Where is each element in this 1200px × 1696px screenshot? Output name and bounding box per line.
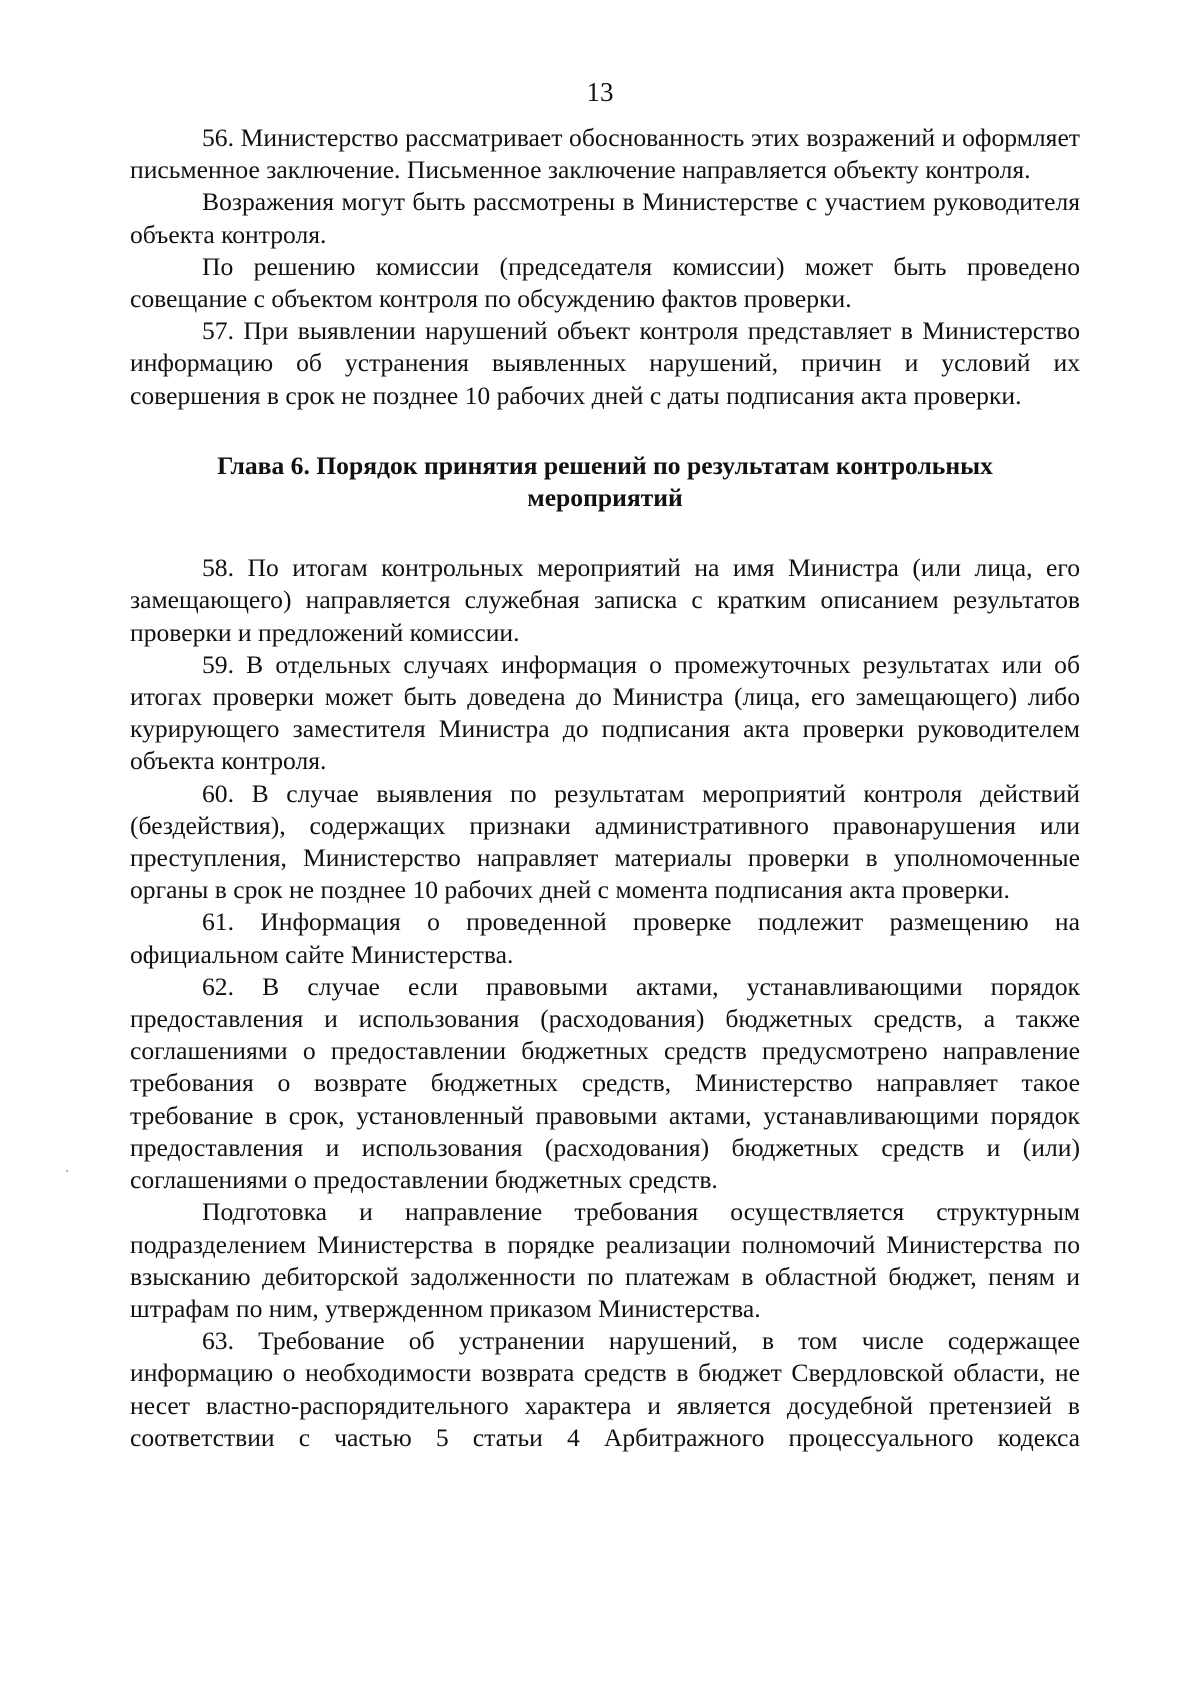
paragraph-57: 57. При выявлении нарушений объект контроля представляет в Министерство информацию об устранения выявленных нарушений, причин и условий их совершения в срок не позднее 10 рабочих дней с даты подписания акта проверки. bbox=[130, 316, 1080, 410]
paragraph-56: 56. Министерство рассматривает обоснованность этих возражений и оформляет письменное заключение. Письменное заключение направляется объекту контроля. bbox=[130, 123, 1080, 185]
paragraph-commission-meeting: По решению комиссии (председателя комиссии) может быть проведено совещание с объектом контроля по обсуждению фактов проверки. bbox=[130, 251, 1080, 314]
paragraph-61: 61. Информация о проведенной проверке подлежит размещению на официальном сайте Министерства. bbox=[130, 907, 1080, 969]
page-number: 13 bbox=[586, 77, 614, 107]
paragraph-objections: Возражения могут быть рассмотрены в Министерстве с участием руководителя объекта контроля. bbox=[130, 187, 1080, 249]
paragraph-60: 60. В случае выявления по результатам мероприятий контроля действий (бездействия), содержащих признаки административного правонарушения или преступления, Министерство направляет материалы проверки в уполномоченные органы в срок не позднее 10 рабочих дней с момента подписания акта проверки. bbox=[130, 778, 1080, 905]
paragraph-59: 59. В отдельных случаях информация о промежуточных результатах или об итогах проверки может быть доведена до Министра (лица, его замещающего) либо курирующего заместителя Министра до подписания акта проверки руководителем объекта контроля. bbox=[130, 649, 1080, 776]
paragraph-58: 58. По итогам контрольных мероприятий на имя Министра (или лица, его замещающего) направляется служебная записка с кратким описанием результатов проверки и предложений комиссии. bbox=[130, 553, 1080, 647]
scan-speck bbox=[66, 1170, 68, 1172]
paragraph-62: 62. В случае если правовыми актами, устанавливающими порядок предоставления и использования (расходования) бюджетных средств, а также соглашениями о предоставлении бюджетных средств предусмотрено направление требования о возврате бюджетных средств, Министерство направляет такое требование в срок, установленный правовыми актами, устанавливающими порядок предоставления и использования (расходования) бюджетных средств и (или) соглашениями о предоставлении бюджетных средств. bbox=[130, 971, 1080, 1195]
document-body bbox=[130, 122, 1080, 1454]
chapter-heading: Глава 6. Порядок принятия решений по результатам контрольных мероприятий bbox=[217, 450, 993, 513]
paragraph-63: 63. Требование об устранении нарушений, в том числе содержащее информацию о необходимости возврата средств в бюджет Свердловской области, не несет властно-распорядительного характера и является досудебной претензией в соответствии с частью 5 статьи 4 Арбитражного процессуального кодекса bbox=[130, 1326, 1080, 1452]
paragraph-requirement-preparation: Подготовка и направление требования осуществляется структурным подразделением Министерства в порядке реализации полномочий Министерства по взысканию дебиторской задолженности по платежам в областной бюджет, пеням и штрафам по ним, утвержденном приказом Министерства. bbox=[130, 1197, 1080, 1323]
